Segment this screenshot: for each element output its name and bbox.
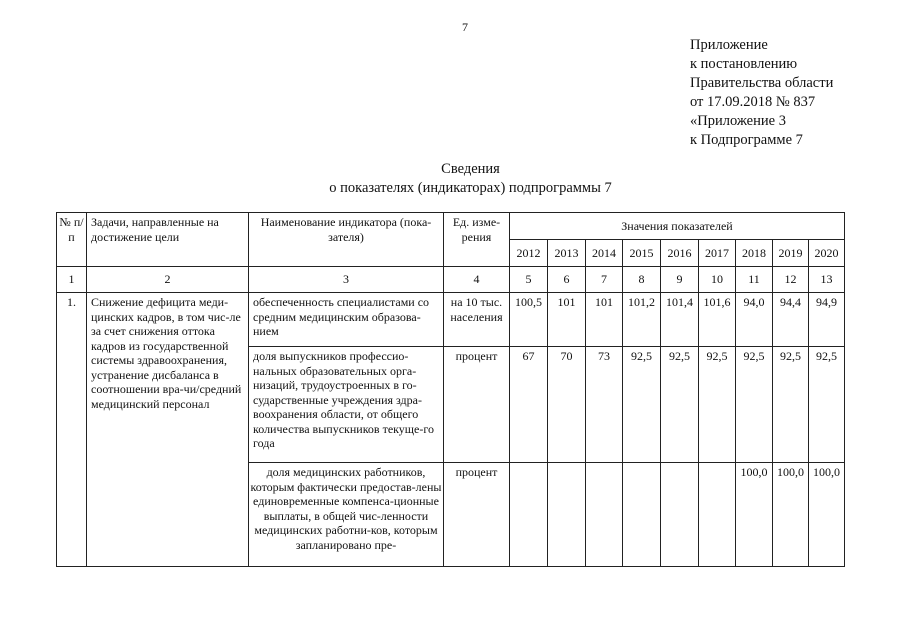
indicator-value: 101 [586, 293, 623, 347]
indicator-value: 100,5 [510, 293, 548, 347]
header-year: 2016 [661, 240, 699, 267]
indicator-value [510, 463, 548, 567]
indicator-value: 92,5 [773, 347, 809, 463]
header-year: 2012 [510, 240, 548, 267]
column-number: 9 [661, 267, 699, 293]
appendix-line: Правительства области [690, 75, 834, 91]
header-year: 2019 [773, 240, 809, 267]
indicator-value: 101 [548, 293, 586, 347]
header-year: 2017 [699, 240, 736, 267]
column-number: 6 [548, 267, 586, 293]
indicator-value: 94,4 [773, 293, 809, 347]
header-num: № п/п [57, 213, 87, 267]
document-subtitle: о показателях (индикаторах) подпрограммы 7 [329, 180, 612, 196]
indicator-value: 94,0 [736, 293, 773, 347]
indicator-name: доля выпускников профессио-нальных образовательных орга-низаций, трудоустроенных в го-сударственные учреждения здра-воохранения области, от общего количества выпускников текуще-го года [249, 347, 444, 463]
indicator-value: 94,9 [809, 293, 845, 347]
header-year: 2013 [548, 240, 586, 267]
appendix-line: от 17.09.2018 № 837 [690, 94, 816, 110]
indicator-value: 67 [510, 347, 548, 463]
indicator-unit: на 10 тыс. населения [444, 293, 510, 347]
task-number: 1. [57, 293, 87, 567]
column-number: 7 [586, 267, 623, 293]
appendix-line: к постановлению [690, 56, 798, 72]
header-values-group: Значения показателей [510, 213, 845, 240]
header-year: 2015 [623, 240, 661, 267]
page-number: 7 [462, 20, 468, 34]
appendix-line: «Приложение 3 [690, 113, 786, 129]
column-number: 2 [87, 267, 249, 293]
indicator-value: 73 [586, 347, 623, 463]
indicator-value: 92,5 [623, 347, 661, 463]
column-number: 4 [444, 267, 510, 293]
column-number: 10 [699, 267, 736, 293]
document-title: Сведения [441, 161, 500, 177]
column-number: 8 [623, 267, 661, 293]
indicator-value: 100,0 [773, 463, 809, 567]
header-year: 2020 [809, 240, 845, 267]
header-indicator: Наименование индикатора (пока-зателя) [249, 213, 444, 267]
header-unit: Ед. изме-рения [444, 213, 510, 267]
indicator-value: 92,5 [661, 347, 699, 463]
header-year: 2018 [736, 240, 773, 267]
indicator-value: 92,5 [809, 347, 845, 463]
header-task: Задачи, направленные на достижение цели [87, 213, 249, 267]
indicator-name: обеспеченность специалистами со средним медицинским образова-нием [249, 293, 444, 347]
column-number: 1 [57, 267, 87, 293]
column-number: 12 [773, 267, 809, 293]
column-number: 11 [736, 267, 773, 293]
indicator-value: 101,4 [661, 293, 699, 347]
indicator-value: 101,6 [699, 293, 736, 347]
indicator-value [548, 463, 586, 567]
indicator-value: 100,0 [736, 463, 773, 567]
column-number: 5 [510, 267, 548, 293]
indicator-value [586, 463, 623, 567]
indicator-value: 101,2 [623, 293, 661, 347]
indicator-unit: процент [444, 347, 510, 463]
indicator-value [623, 463, 661, 567]
appendix-block [690, 36, 833, 150]
column-number: 3 [249, 267, 444, 293]
task-text: Снижение дефицита меди-цинских кадров, в том чис-ле за счет снижения оттока кадров из государственной системы здравоохранения, устранение дисбаланса в соотношении вра-чи/средний медицинский персонал [87, 293, 249, 567]
indicator-value [661, 463, 699, 567]
indicator-name: доля медицинских работников, которым фактически предостав-лены единовременные компенса-ционные выплаты, в общей чис-ленности медицинских работни-ков, которым запланировано пре- [249, 463, 444, 567]
indicator-value: 92,5 [699, 347, 736, 463]
indicator-value: 70 [548, 347, 586, 463]
appendix-line: Приложение [690, 37, 768, 53]
indicators-table [56, 212, 845, 567]
header-year: 2014 [586, 240, 623, 267]
indicator-value [699, 463, 736, 567]
indicator-value: 92,5 [736, 347, 773, 463]
column-number: 13 [809, 267, 845, 293]
indicator-unit: процент [444, 463, 510, 567]
appendix-line: к Подпрограмме 7 [690, 132, 803, 148]
indicator-value: 100,0 [809, 463, 845, 567]
